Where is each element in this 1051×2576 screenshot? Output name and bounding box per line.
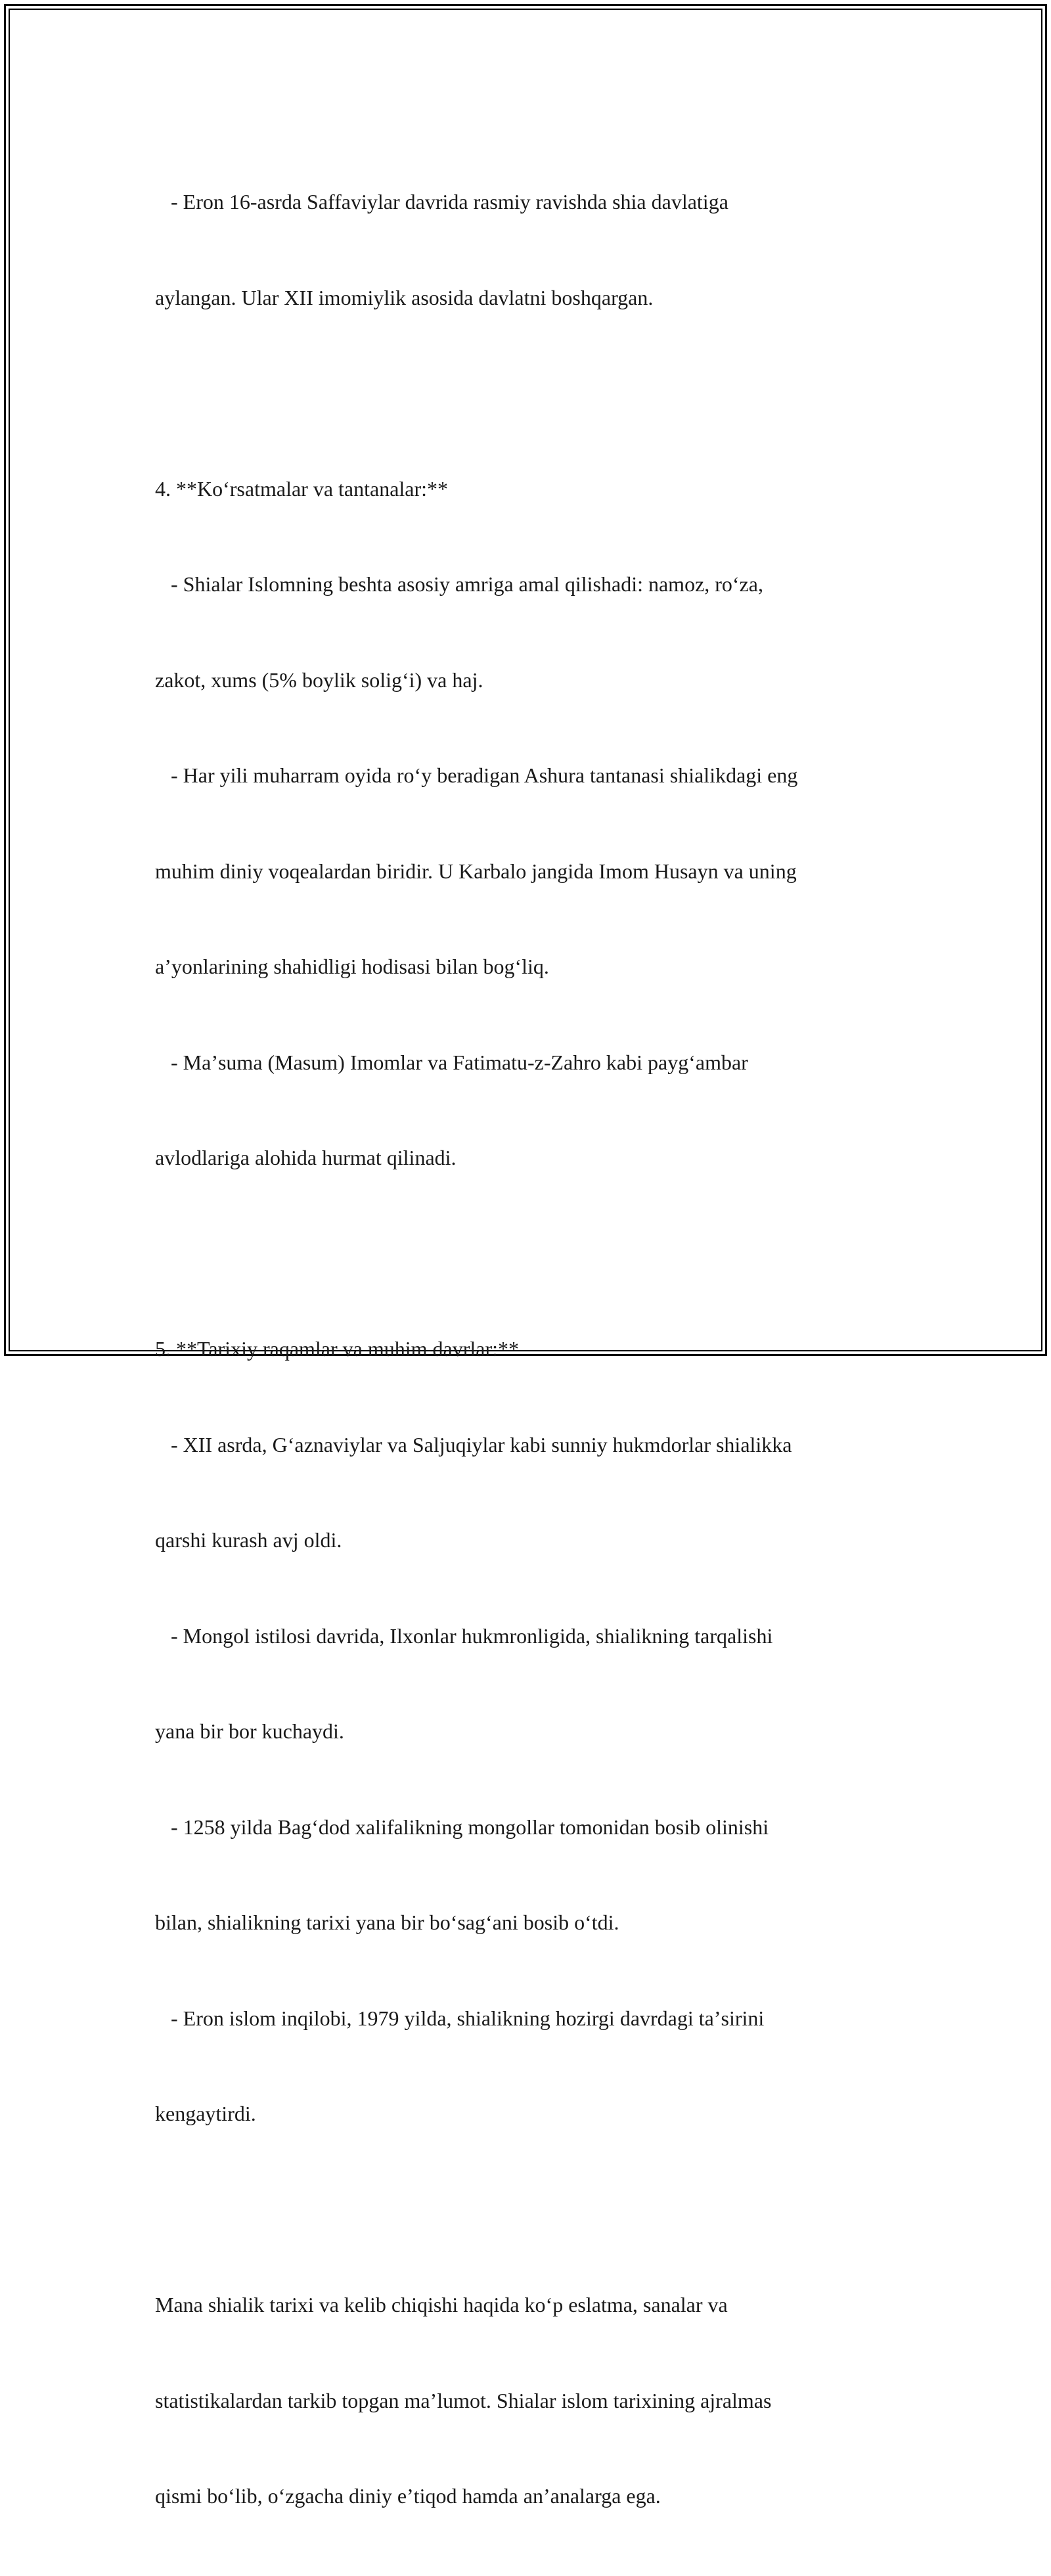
text-line: kengaytirdi. [155,2102,256,2125]
paragraph-gap [155,377,904,409]
text-line: bilan, shialikning tarixi yana bir boʻsagʻani bosib oʻtdi. [155,1910,619,1934]
text-line: - XII asrda, Gʻaznaviylar va Saljuqiylar kabi sunniy hukmdorlar shialikka [155,1432,792,1457]
section-heading: 4. **Koʻrsatmalar va tantanalar:** [155,476,449,501]
document-body [155,122,904,2576]
paragraph-gap [155,1238,904,1270]
text-line: aylangan. Ular XII imomiylik asosida davlatni boshqargan. [155,285,654,309]
section-practices-ceremonies [155,409,904,1238]
text-line: - Shialar Islomning beshta asosiy amriga amal qilishadi: namoz, roʻza, [155,572,763,596]
text-line: qismi boʻlib, oʻzgacha diniy eʼtiqod hamda anʼanalarga ega. [155,2484,661,2508]
text-line: muhim diniy voqealardan biridir. U Karbalo jangida Imom Husayn va uning [155,859,797,883]
text-line: - Har yili muharram oyida roʻy beradigan Ashura tantanasi shialikdagi eng [155,763,798,787]
text-line: qarshi kurash avj oldi. [155,1528,342,1552]
paragraph-gap [155,2194,904,2226]
section-historical-periods [155,1269,904,2194]
text-line: zakot, xums (5% boylik soligʻi) va haj. [155,667,483,692]
text-line: - Maʼsuma (Masum) Imomlar va Fatimatu-z-Zahro kabi paygʻambar [155,1050,748,1074]
text-line: statistikalardan tarkib topgan maʼlumot. Shialar islom tarixining ajralmas [155,2388,772,2412]
text-line: aʼyonlarining shahidligi hodisasi bilan bogʻliq. [155,955,549,978]
text-line: avlodlariga alohida hurmat qilinadi. [155,1146,457,1169]
text-line: - Eron islom inqilobi, 1979 yilda, shialikning hozirgi davrdagi taʼsirini [155,2006,765,2030]
paragraph-conclusion [155,2225,904,2576]
paragraph-iran-safavid [155,122,904,377]
text-line: Mana shialik tarixi va kelib chiqishi haqida koʻp eslatma, sanalar va [155,2293,728,2316]
text-line: - Eron 16-asrda Saffaviylar davrida rasmiy ravishda shia davlatiga [155,190,728,214]
text-line: - Mongol istilosi davrida, Ilxonlar hukmronligida, shialikning tarqalishi [155,1623,773,1648]
section-heading: 5. **Tarixiy raqamlar va muhim davrlar:** [155,1337,520,1361]
text-line: - 1258 yilda Bagʻdod xalifalikning mongollar tomonidan bosib olinishi [155,1815,769,1839]
text-line: yana bir bor kuchaydi. [155,1719,344,1743]
